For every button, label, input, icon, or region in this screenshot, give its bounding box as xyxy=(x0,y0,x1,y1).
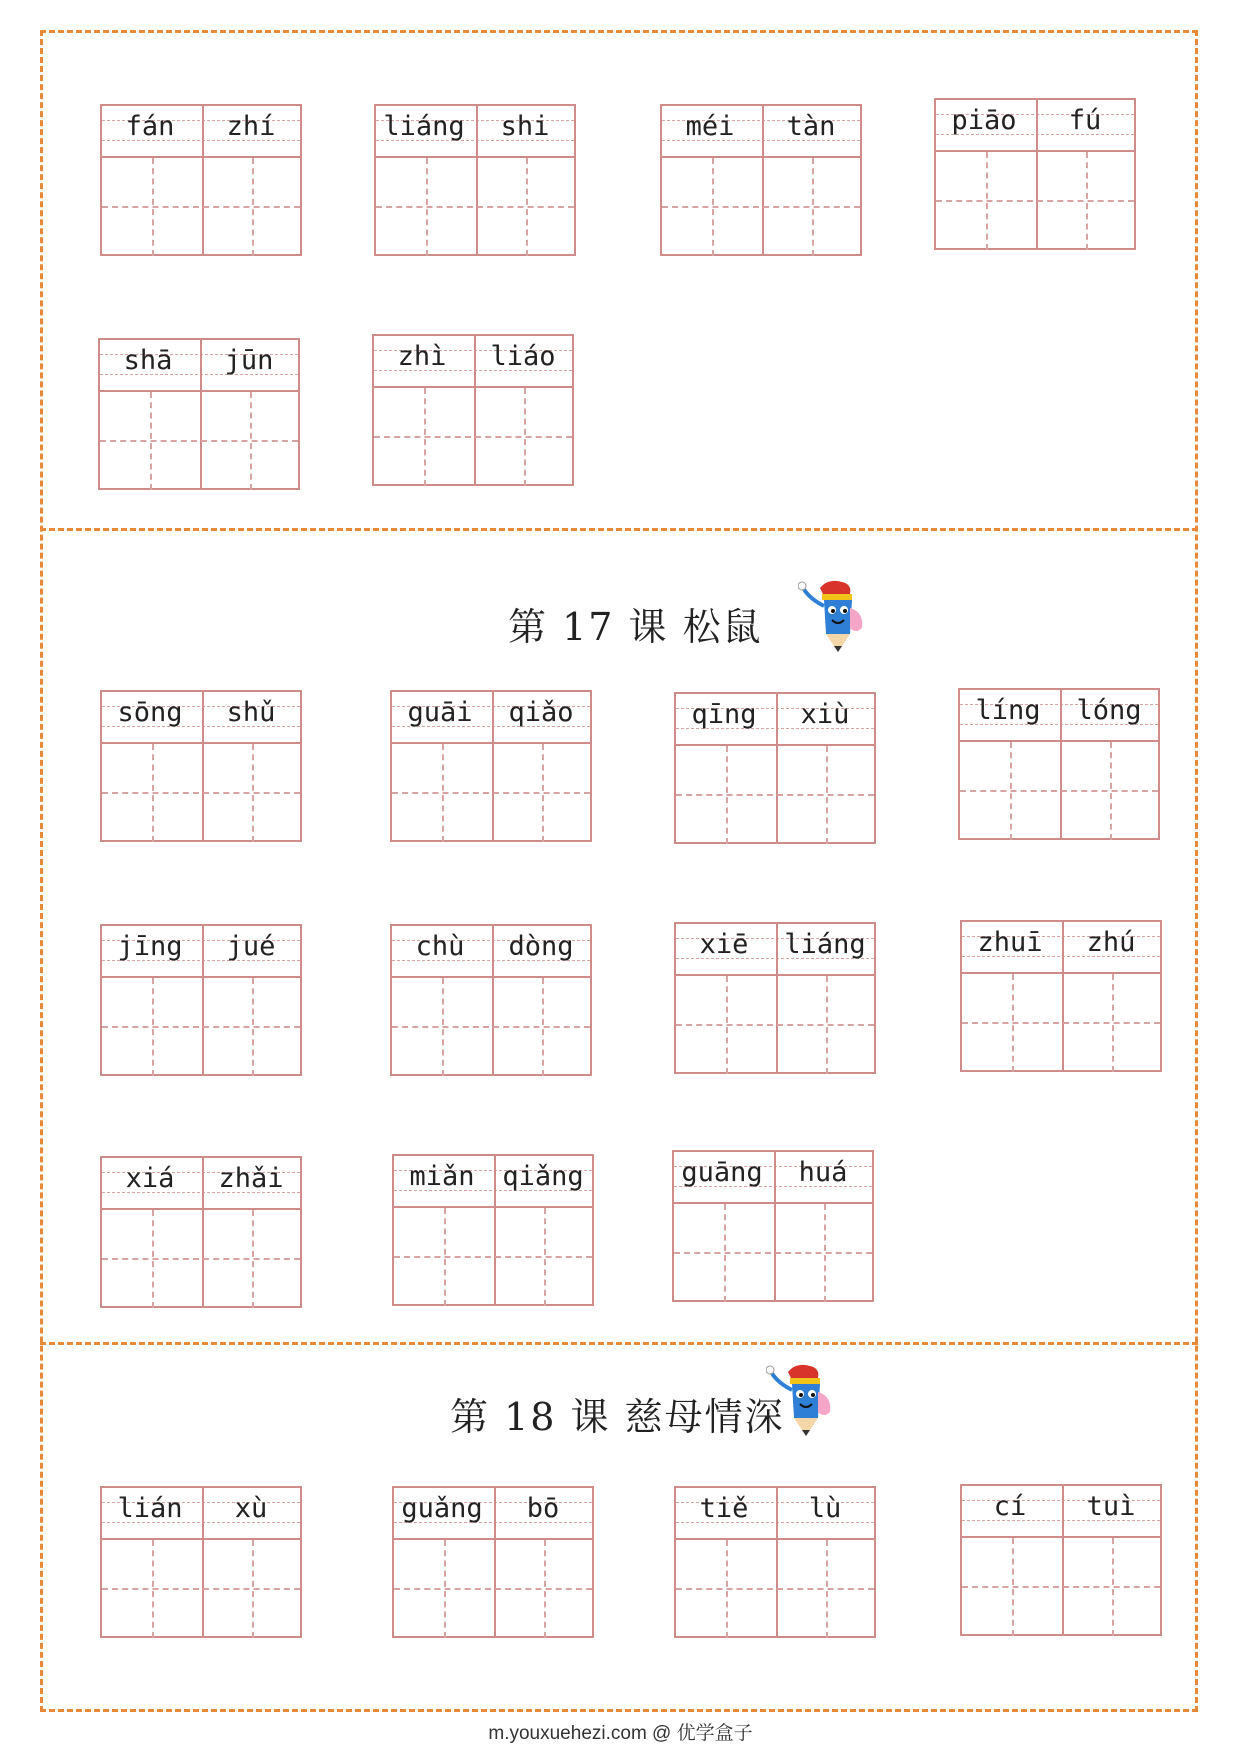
pinyin-syllable: liáng xyxy=(383,111,465,142)
word-box xyxy=(100,1156,302,1308)
section-title-lesson-17: 第 17 课 松鼠 xyxy=(508,605,763,649)
word-box xyxy=(674,922,876,1074)
pinyin-syllable: sōng xyxy=(117,697,183,728)
pinyin-syllable: qīng xyxy=(691,699,757,730)
word-box xyxy=(374,104,576,256)
word-box xyxy=(674,1486,876,1638)
pinyin-syllable: qiǎo xyxy=(508,697,574,728)
pinyin-syllable: xiù xyxy=(800,699,850,730)
word-box xyxy=(960,1484,1162,1636)
word-box xyxy=(98,338,300,490)
section-title-lesson-18: 第 18 课 慈母情深 xyxy=(450,1395,785,1439)
page-frame xyxy=(40,30,1198,1712)
pinyin-syllable: guǎng xyxy=(401,1493,483,1524)
pinyin-syllable: méi xyxy=(685,111,735,142)
pinyin-syllable: xiē xyxy=(699,929,749,960)
pinyin-syllable: lù xyxy=(808,1493,842,1524)
pinyin-syllable: zhì xyxy=(397,341,447,372)
pinyin-syllable: chù xyxy=(415,931,465,962)
word-box xyxy=(372,334,574,486)
pinyin-syllable: guāi xyxy=(407,697,473,728)
word-box xyxy=(660,104,862,256)
pinyin-syllable: zhǎi xyxy=(218,1163,284,1194)
pinyin-syllable: lóng xyxy=(1076,695,1142,726)
pinyin-syllable: tiě xyxy=(699,1493,749,1524)
pinyin-syllable: miǎn xyxy=(409,1161,475,1192)
pinyin-syllable: tàn xyxy=(786,111,836,142)
pinyin-syllable: tuì xyxy=(1086,1491,1136,1522)
pinyin-syllable: huá xyxy=(798,1157,848,1188)
word-box xyxy=(100,690,302,842)
word-box xyxy=(100,924,302,1076)
word-box xyxy=(392,1154,594,1306)
pinyin-syllable: jūn xyxy=(224,345,274,376)
pinyin-syllable: líng xyxy=(975,695,1041,726)
pinyin-syllable: jīng xyxy=(117,931,183,962)
pinyin-syllable: lián xyxy=(117,1493,183,1524)
word-box xyxy=(674,692,876,844)
pinyin-syllable: liáo xyxy=(490,341,556,372)
word-box xyxy=(392,1486,594,1638)
pencil-mascot-icon xyxy=(798,578,872,658)
section-divider xyxy=(40,528,1198,531)
pinyin-syllable: guāng xyxy=(681,1157,763,1188)
word-box xyxy=(390,924,592,1076)
word-box xyxy=(100,1486,302,1638)
pinyin-syllable: dòng xyxy=(508,931,574,962)
pinyin-syllable: zhí xyxy=(226,111,276,142)
pinyin-syllable: shǔ xyxy=(226,697,276,728)
word-box xyxy=(960,920,1162,1072)
word-box xyxy=(958,688,1160,840)
word-box xyxy=(390,690,592,842)
word-box xyxy=(934,98,1136,250)
footer-source: m.youxuehezi.com @ 优学盒子 xyxy=(488,1723,753,1744)
pinyin-syllable: jué xyxy=(226,931,276,962)
pinyin-syllable: qiǎng xyxy=(502,1161,584,1192)
section-divider xyxy=(40,1342,1198,1345)
pinyin-syllable: cí xyxy=(993,1491,1027,1522)
word-box xyxy=(100,104,302,256)
pinyin-syllable: piāo xyxy=(951,105,1017,136)
pinyin-syllable: shā xyxy=(123,345,173,376)
pinyin-syllable: zhuī xyxy=(977,927,1043,958)
pinyin-syllable: fán xyxy=(125,111,175,142)
pinyin-syllable: bō xyxy=(526,1493,560,1524)
pencil-mascot-icon xyxy=(766,1362,840,1442)
pinyin-syllable: xiá xyxy=(125,1163,175,1194)
pinyin-syllable: shi xyxy=(500,111,550,142)
pinyin-syllable: xù xyxy=(234,1493,268,1524)
word-box xyxy=(672,1150,874,1302)
pinyin-syllable: zhú xyxy=(1086,927,1136,958)
pinyin-syllable: liáng xyxy=(784,929,866,960)
pinyin-syllable: fú xyxy=(1068,105,1102,136)
